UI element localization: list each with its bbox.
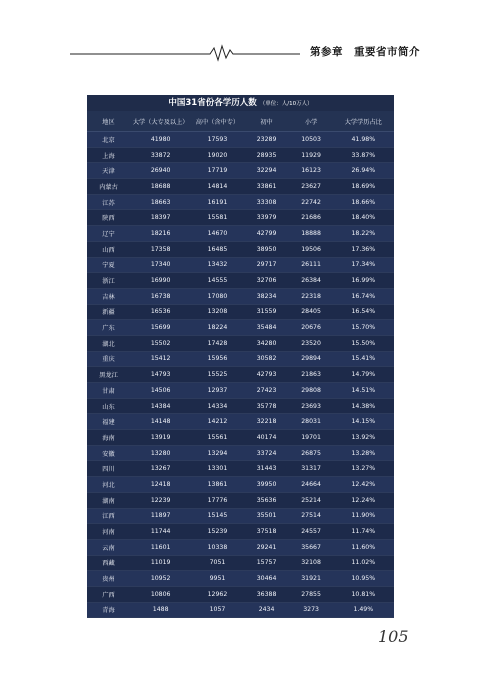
value-cell: 30582 (244, 351, 290, 367)
table-row (87, 194, 394, 210)
value-cell: 13.92% (333, 430, 394, 446)
value-cell: 18.66% (333, 194, 394, 210)
value-cell: 11.02% (333, 555, 394, 571)
value-cell: 32218 (244, 414, 290, 430)
value-cell: 14.38% (333, 398, 394, 414)
value-cell: 27514 (290, 508, 333, 524)
region-cell: 云南 (87, 539, 130, 555)
value-cell: 10952 (130, 571, 191, 587)
value-cell: 13.27% (333, 461, 394, 477)
value-cell: 17593 (191, 132, 243, 148)
value-cell: 38234 (244, 288, 290, 304)
value-cell: 13919 (130, 430, 191, 446)
table-row (87, 398, 394, 414)
region-cell: 安徽 (87, 445, 130, 461)
value-cell: 2434 (244, 602, 290, 618)
table-row (87, 226, 394, 242)
value-cell: 23627 (290, 179, 333, 195)
region-cell: 重庆 (87, 351, 130, 367)
region-cell: 吉林 (87, 288, 130, 304)
value-cell: 32108 (290, 555, 333, 571)
value-cell: 15239 (191, 524, 243, 540)
table-unit: （单位：人/10万人） (259, 101, 313, 107)
value-cell: 13294 (191, 445, 243, 461)
value-cell: 41.98% (333, 132, 394, 148)
value-cell: 39950 (244, 477, 290, 493)
value-cell: 16990 (130, 273, 191, 289)
value-cell: 33872 (130, 147, 191, 163)
value-cell: 37518 (244, 524, 290, 540)
value-cell: 14814 (191, 179, 243, 195)
value-cell: 11.74% (333, 524, 394, 540)
value-cell: 15.41% (333, 351, 394, 367)
value-cell: 21863 (290, 367, 333, 383)
value-cell: 16536 (130, 304, 191, 320)
value-cell: 22318 (290, 288, 333, 304)
table-row (87, 367, 394, 383)
value-cell: 17.36% (333, 241, 394, 257)
value-cell: 31559 (244, 304, 290, 320)
value-cell: 13861 (191, 477, 243, 493)
value-cell: 11744 (130, 524, 191, 540)
table-row (87, 586, 394, 602)
region-cell: 江苏 (87, 194, 130, 210)
value-cell: 16.99% (333, 273, 394, 289)
region-cell: 河北 (87, 477, 130, 493)
region-cell: 陕西 (87, 210, 130, 226)
value-cell: 13208 (191, 304, 243, 320)
value-cell: 26.94% (333, 163, 394, 179)
table-row (87, 602, 394, 618)
chapter-title: 第参章 重要省市简介 (310, 46, 420, 58)
value-cell: 22742 (290, 194, 333, 210)
value-cell: 20676 (290, 320, 333, 336)
value-cell: 33724 (244, 445, 290, 461)
value-cell: 14212 (191, 414, 243, 430)
value-cell: 15145 (191, 508, 243, 524)
region-cell: 湖北 (87, 335, 130, 351)
value-cell: 12418 (130, 477, 191, 493)
region-cell: 湖南 (87, 492, 130, 508)
value-cell: 26111 (290, 257, 333, 273)
value-cell: 18.69% (333, 179, 394, 195)
value-cell: 9951 (191, 571, 243, 587)
table-body (87, 132, 394, 618)
value-cell: 15561 (191, 430, 243, 446)
value-cell: 11019 (130, 555, 191, 571)
table-row (87, 132, 394, 148)
value-cell: 17719 (191, 163, 243, 179)
value-cell: 16485 (191, 241, 243, 257)
value-cell: 10.95% (333, 571, 394, 587)
value-cell: 12.42% (333, 477, 394, 493)
value-cell: 13.28% (333, 445, 394, 461)
value-cell: 10.81% (333, 586, 394, 602)
value-cell: 13301 (191, 461, 243, 477)
value-cell: 17776 (191, 492, 243, 508)
region-cell: 广西 (87, 586, 130, 602)
value-cell: 14334 (191, 398, 243, 414)
value-cell: 12937 (191, 383, 243, 399)
value-cell: 15956 (191, 351, 243, 367)
value-cell: 7051 (191, 555, 243, 571)
region-cell: 青海 (87, 602, 130, 618)
value-cell: 15525 (191, 367, 243, 383)
value-cell: 29808 (290, 383, 333, 399)
region-cell: 福建 (87, 414, 130, 430)
region-cell: 黑龙江 (87, 367, 130, 383)
table-row (87, 163, 394, 179)
table-row (87, 304, 394, 320)
value-cell: 31921 (290, 571, 333, 587)
value-cell: 19020 (191, 147, 243, 163)
value-cell: 19506 (290, 241, 333, 257)
value-cell: 19701 (290, 430, 333, 446)
region-cell: 上海 (87, 147, 130, 163)
column-header: 高中（含中专） (191, 111, 243, 132)
table-row (87, 335, 394, 351)
value-cell: 1488 (130, 602, 191, 618)
value-cell: 29894 (290, 351, 333, 367)
value-cell: 15502 (130, 335, 191, 351)
value-cell: 11601 (130, 539, 191, 555)
value-cell: 21686 (290, 210, 333, 226)
value-cell: 15.70% (333, 320, 394, 336)
value-cell: 24664 (290, 477, 333, 493)
value-cell: 28405 (290, 304, 333, 320)
table-row (87, 524, 394, 540)
value-cell: 13267 (130, 461, 191, 477)
value-cell: 29241 (244, 539, 290, 555)
value-cell: 18.40% (333, 210, 394, 226)
table-row (87, 210, 394, 226)
region-cell: 广东 (87, 320, 130, 336)
value-cell: 28031 (290, 414, 333, 430)
value-cell: 17428 (191, 335, 243, 351)
value-cell: 25214 (290, 492, 333, 508)
value-cell: 14555 (191, 273, 243, 289)
value-cell: 36388 (244, 586, 290, 602)
value-cell: 12.24% (333, 492, 394, 508)
value-cell: 24557 (290, 524, 333, 540)
region-cell: 西藏 (87, 555, 130, 571)
region-cell: 海南 (87, 430, 130, 446)
chapter-header (70, 42, 420, 62)
value-cell: 16738 (130, 288, 191, 304)
value-cell: 42793 (244, 367, 290, 383)
value-cell: 32706 (244, 273, 290, 289)
table-row (87, 430, 394, 446)
region-cell: 浙江 (87, 273, 130, 289)
value-cell: 38950 (244, 241, 290, 257)
region-cell: 天津 (87, 163, 130, 179)
value-cell: 41980 (130, 132, 191, 148)
value-cell: 27855 (290, 586, 333, 602)
table-row (87, 241, 394, 257)
table-row (87, 351, 394, 367)
value-cell: 16.74% (333, 288, 394, 304)
value-cell: 16191 (191, 194, 243, 210)
value-cell: 33861 (244, 179, 290, 195)
value-cell: 14670 (191, 226, 243, 242)
value-cell: 15.50% (333, 335, 394, 351)
table-row (87, 147, 394, 163)
table-row (87, 571, 394, 587)
value-cell: 11.90% (333, 508, 394, 524)
value-cell: 35636 (244, 492, 290, 508)
region-cell: 北京 (87, 132, 130, 148)
value-cell: 27423 (244, 383, 290, 399)
region-cell: 宁夏 (87, 257, 130, 273)
value-cell: 14.15% (333, 414, 394, 430)
value-cell: 32294 (244, 163, 290, 179)
table-row (87, 492, 394, 508)
table-row (87, 461, 394, 477)
education-table (87, 111, 394, 618)
column-header: 大学学历占比 (333, 111, 394, 132)
heartbeat-line-icon (70, 42, 300, 62)
value-cell: 15699 (130, 320, 191, 336)
value-cell: 17358 (130, 241, 191, 257)
value-cell: 35484 (244, 320, 290, 336)
value-cell: 35778 (244, 398, 290, 414)
value-cell: 13280 (130, 445, 191, 461)
region-cell: 甘肃 (87, 383, 130, 399)
value-cell: 26940 (130, 163, 191, 179)
value-cell: 11897 (130, 508, 191, 524)
region-cell: 内蒙古 (87, 179, 130, 195)
value-cell: 12962 (191, 586, 243, 602)
table-row (87, 508, 394, 524)
value-cell: 33308 (244, 194, 290, 210)
region-cell: 新疆 (87, 304, 130, 320)
value-cell: 18688 (130, 179, 191, 195)
table-title-text: 中国31省份各学历人数 (168, 98, 257, 108)
value-cell: 10338 (191, 539, 243, 555)
table-row (87, 477, 394, 493)
value-cell: 23520 (290, 335, 333, 351)
column-header: 初中 (244, 111, 290, 132)
value-cell: 18.22% (333, 226, 394, 242)
region-cell: 江西 (87, 508, 130, 524)
value-cell: 35501 (244, 508, 290, 524)
value-cell: 1057 (191, 602, 243, 618)
value-cell: 33.87% (333, 147, 394, 163)
value-cell: 18663 (130, 194, 191, 210)
region-cell: 辽宁 (87, 226, 130, 242)
table-row (87, 273, 394, 289)
value-cell: 31443 (244, 461, 290, 477)
value-cell: 35667 (290, 539, 333, 555)
value-cell: 17340 (130, 257, 191, 273)
table-row (87, 414, 394, 430)
value-cell: 11.60% (333, 539, 394, 555)
value-cell: 18888 (290, 226, 333, 242)
region-cell: 河南 (87, 524, 130, 540)
value-cell: 17.34% (333, 257, 394, 273)
table-row (87, 555, 394, 571)
column-header: 地区 (87, 111, 130, 132)
value-cell: 23289 (244, 132, 290, 148)
value-cell: 3273 (290, 602, 333, 618)
value-cell: 18397 (130, 210, 191, 226)
value-cell: 42799 (244, 226, 290, 242)
value-cell: 18216 (130, 226, 191, 242)
value-cell: 13432 (191, 257, 243, 273)
region-cell: 贵州 (87, 571, 130, 587)
table-row (87, 179, 394, 195)
value-cell: 14.51% (333, 383, 394, 399)
table-row (87, 539, 394, 555)
value-cell: 40174 (244, 430, 290, 446)
value-cell: 14384 (130, 398, 191, 414)
value-cell: 33979 (244, 210, 290, 226)
table-row (87, 383, 394, 399)
value-cell: 16123 (290, 163, 333, 179)
value-cell: 15412 (130, 351, 191, 367)
value-cell: 1.49% (333, 602, 394, 618)
value-cell: 31317 (290, 461, 333, 477)
value-cell: 15581 (191, 210, 243, 226)
table-row (87, 320, 394, 336)
value-cell: 30464 (244, 571, 290, 587)
value-cell: 12239 (130, 492, 191, 508)
value-cell: 26875 (290, 445, 333, 461)
value-cell: 23693 (290, 398, 333, 414)
education-table-panel (87, 95, 394, 615)
region-cell: 四川 (87, 461, 130, 477)
value-cell: 34280 (244, 335, 290, 351)
value-cell: 28935 (244, 147, 290, 163)
table-title (87, 95, 394, 111)
value-cell: 26384 (290, 273, 333, 289)
value-cell: 10806 (130, 586, 191, 602)
table-row (87, 445, 394, 461)
table-row (87, 288, 394, 304)
value-cell: 16.54% (333, 304, 394, 320)
value-cell: 14793 (130, 367, 191, 383)
column-header: 小学 (290, 111, 333, 132)
value-cell: 10503 (290, 132, 333, 148)
table-header-row (87, 111, 394, 132)
column-header: 大学（大专及以上） (130, 111, 191, 132)
value-cell: 14506 (130, 383, 191, 399)
table-row (87, 257, 394, 273)
value-cell: 29717 (244, 257, 290, 273)
value-cell: 17080 (191, 288, 243, 304)
value-cell: 14.79% (333, 367, 394, 383)
value-cell: 14148 (130, 414, 191, 430)
region-cell: 山西 (87, 241, 130, 257)
value-cell: 11929 (290, 147, 333, 163)
value-cell: 15757 (244, 555, 290, 571)
page-number: 105 (378, 627, 409, 646)
value-cell: 18224 (191, 320, 243, 336)
region-cell: 山东 (87, 398, 130, 414)
